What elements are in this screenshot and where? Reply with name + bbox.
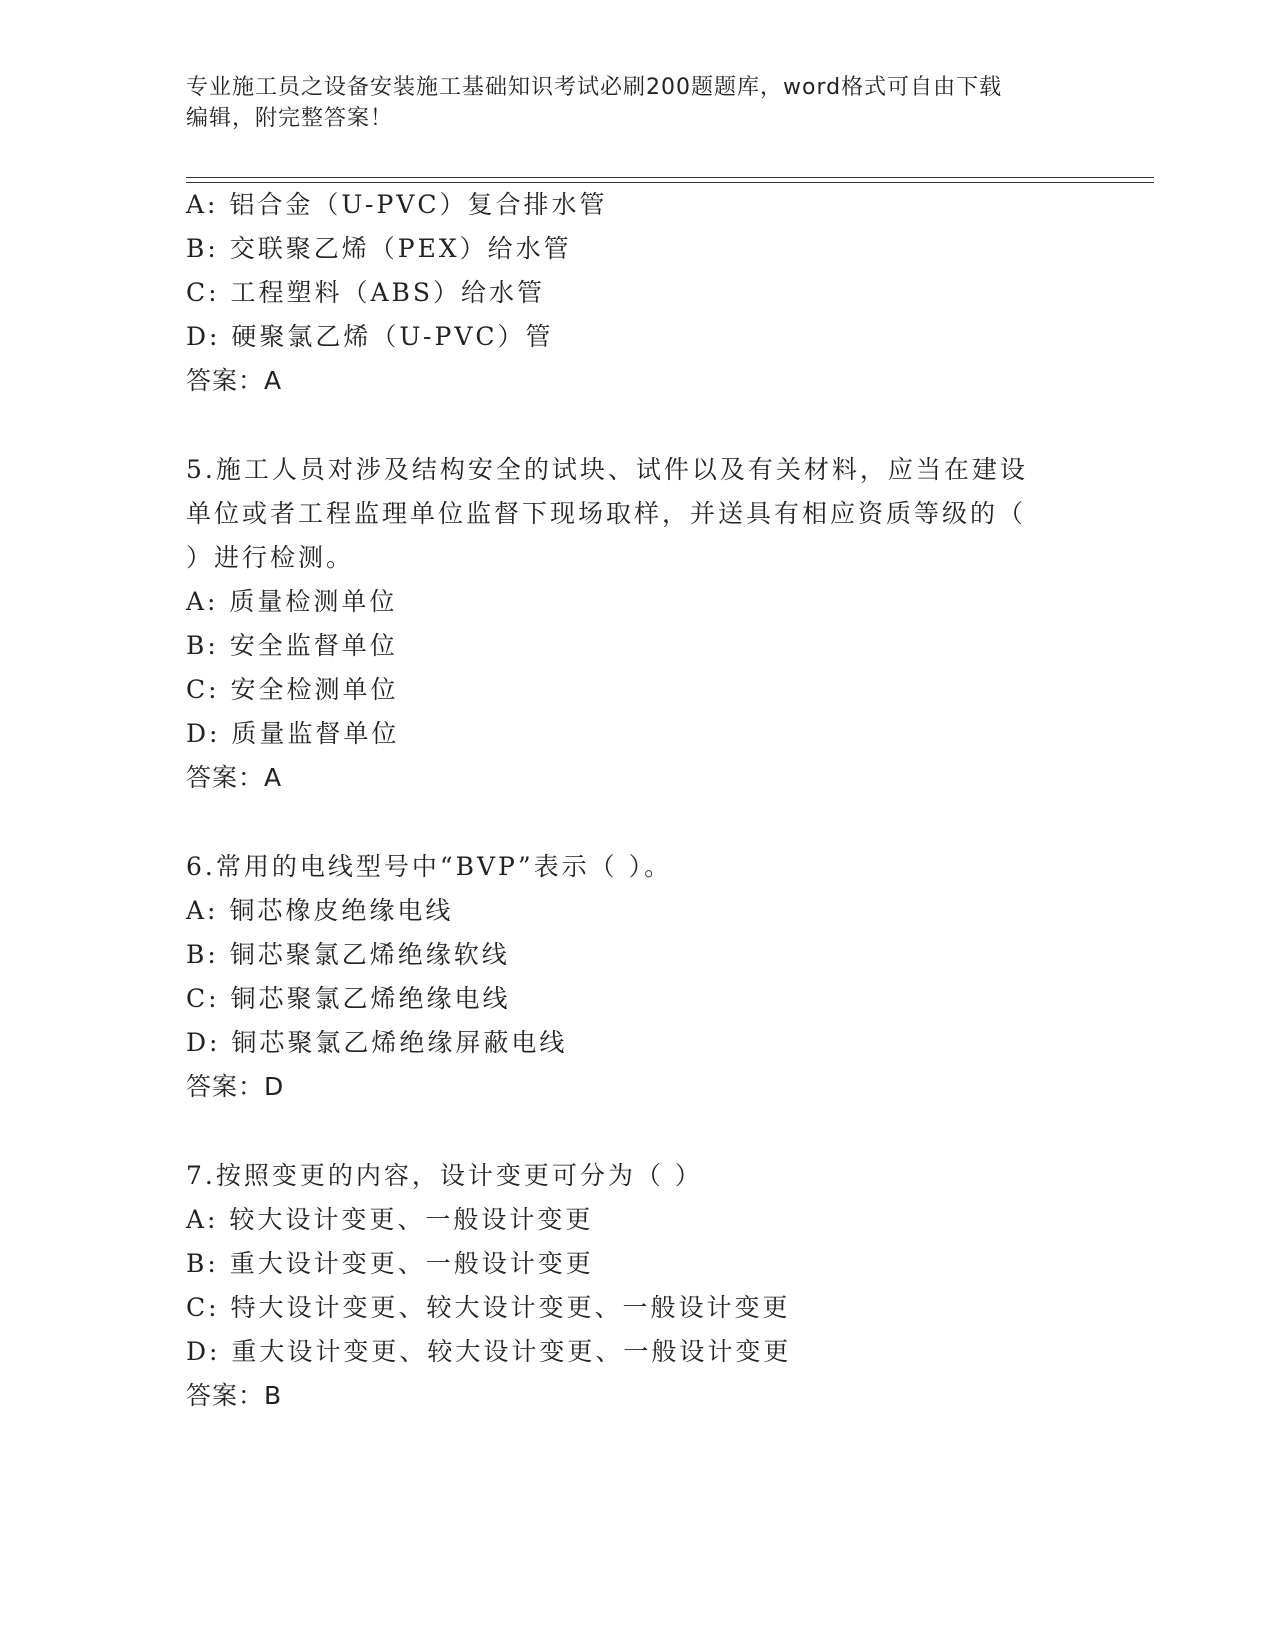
q4-answer: 答案：A [186,366,283,395]
header-divider-top [186,177,1154,178]
q6-answer: 答案：D [186,1072,285,1101]
q6-question-line-1: 6.常用的电线型号中“BVP”表示（ ）。 [186,852,673,881]
q7-question-line-1: 7.按照变更的内容，设计变更可分为（ ） [186,1161,703,1190]
q7-option-c: C: 特大设计变更、较大设计变更、一般设计变更 [186,1293,791,1322]
q6-option-d: D: 铜芯聚氯乙烯绝缘屏蔽电线 [186,1028,568,1057]
q6-option-b: B: 铜芯聚氯乙烯绝缘软线 [186,940,510,969]
q5-question-line-3: ）进行检测。 [186,543,355,572]
q5-question-line-1: 5.施工人员对涉及结构安全的试块、试件以及有关材料，应当在建设 [186,455,1028,484]
document-header [186,72,1066,134]
q7-option-d: D: 重大设计变更、较大设计变更、一般设计变更 [186,1337,792,1366]
q5-answer: 答案：A [186,763,283,792]
q5-option-b: B: 安全监督单位 [186,631,398,660]
q7-option-a: A: 较大设计变更、一般设计变更 [186,1205,594,1234]
q5-option-d: D: 质量监督单位 [186,719,400,748]
q6-option-c: C: 铜芯聚氯乙烯绝缘电线 [186,984,511,1013]
q4-option-b: B: 交联聚乙烯（PEX）给水管 [186,234,572,263]
q5-option-c: C: 安全检测单位 [186,675,399,704]
q5-option-a: A: 质量检测单位 [186,587,398,616]
q4-option-a: A: 铝合金（U-PVC）复合排水管 [186,190,608,219]
q7-option-b: B: 重大设计变更、一般设计变更 [186,1249,594,1278]
q6-option-a: A: 铜芯橡皮绝缘电线 [186,896,454,925]
header-title-line-1: 专业施工员之设备安装施工基础知识考试必刷200题题库，word格式可自由下载 [186,75,1003,100]
header-divider-bottom [186,182,1154,183]
q5-question-line-2: 单位或者工程监理单位监督下现场取样，并送具有相应资质等级的（ [186,499,1027,528]
q4-option-d: D: 硬聚氯乙烯（U-PVC）管 [186,322,554,351]
q4-option-c: C: 工程塑料（ABS）给水管 [186,278,546,307]
header-title-line-2: 编辑，附完整答案！ [186,106,394,131]
q7-answer: 答案：B [186,1381,283,1410]
